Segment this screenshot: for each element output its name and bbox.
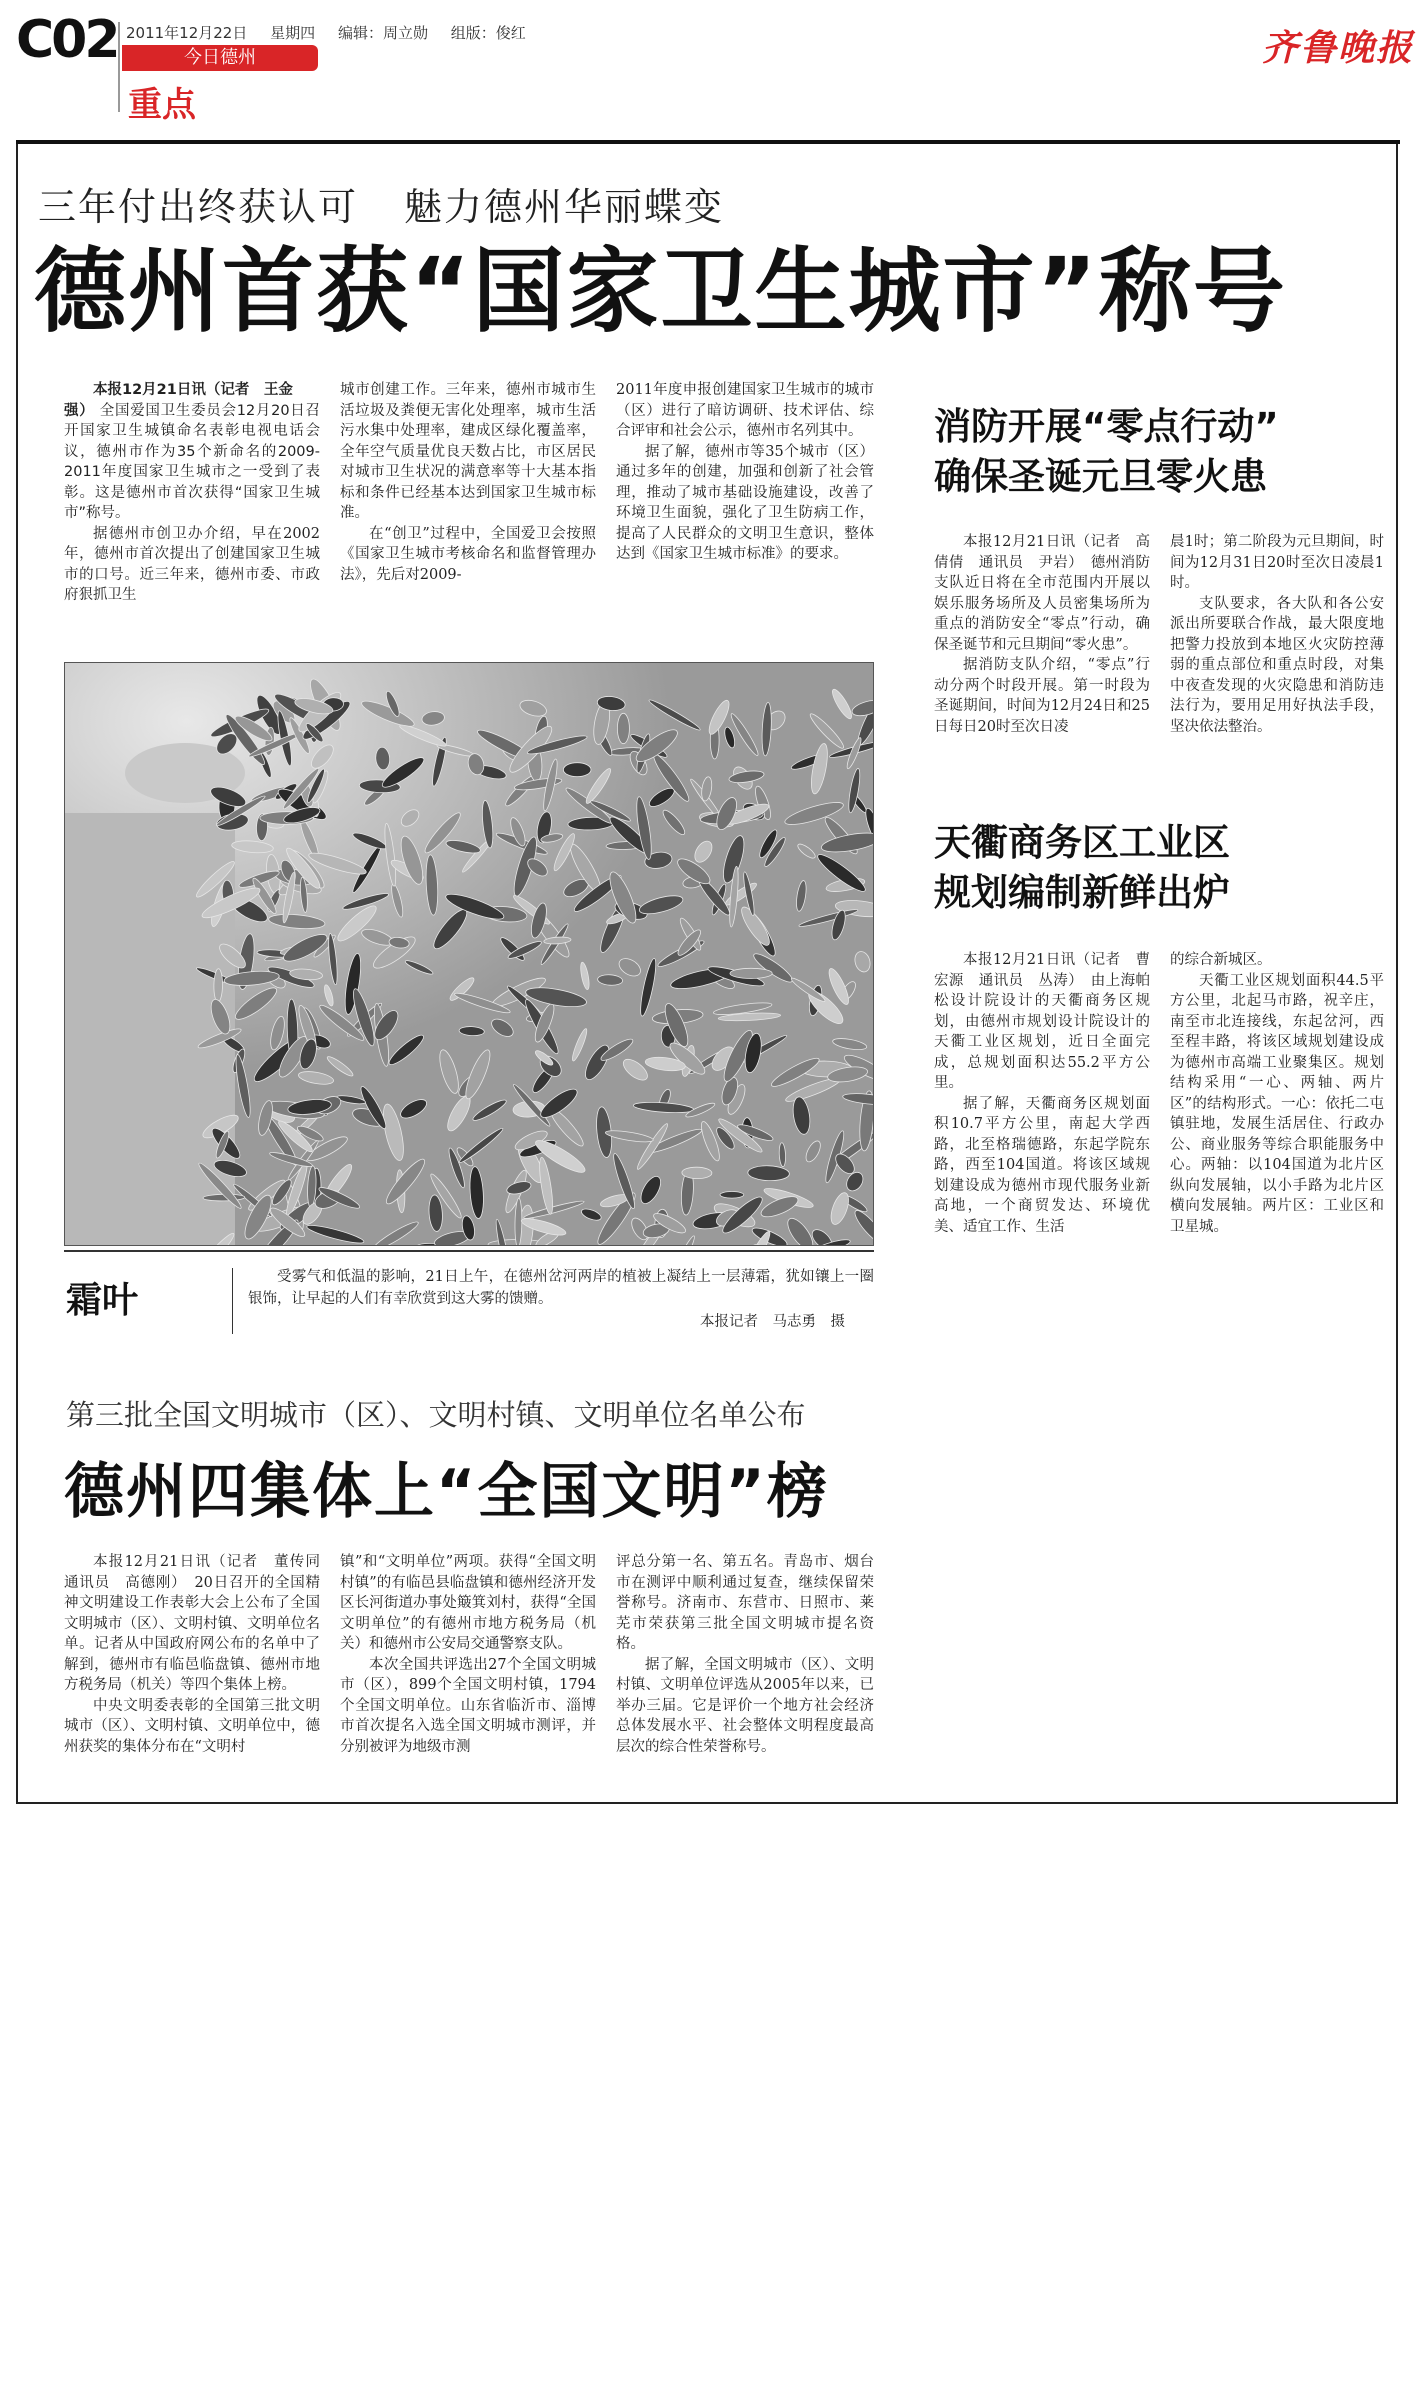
- tianqu-headline-line2: 规划编制新鲜出炉: [934, 871, 1230, 914]
- photo-credit: 本报记者 马志勇 摄: [700, 1314, 845, 1330]
- tianqu-headline-line1: 天衢商务区工业区: [934, 821, 1230, 864]
- lead-byline-prefix: 本报12月21日讯（记者 王金: [93, 382, 293, 398]
- lead-col2-p1: 城市创建工作。三年来，德州市城市生活垃圾及粪便无害化处理率，城市生活污水集中处理率，建成区绿化覆盖率，全年空气质量优良天数占比，市区居民对城市卫生状况的满意率等十大基本指标和条件已经基本达到国家卫生城市标准。: [340, 382, 596, 521]
- tianqu-col1-p2: 据了解，天衢商务区规划面积10.7平方公里，南起大学西路，北至格瑞德路，东起学院东路，西至104国道。将该区域规划建设成为德州市现代服务业新高地，一个商贸发达、环境优美、适宜工作、生活: [934, 1095, 1150, 1235]
- lead-column-3: [616, 380, 874, 565]
- fire-col1-p2: 据消防支队介绍，“零点”行动分两个时段开展。第一时段为圣诞期间，时间为12月24日和25日每日20时至次日凌: [934, 657, 1150, 735]
- civil-col3-p2: 据了解，全国文明城市（区）、文明村镇、文明单位评选从2005年以来，已举办三届。它是评价一个地方社会经济总体发展水平、社会整体文明程度最高层次的综合性荣誉称号。: [616, 1656, 874, 1755]
- frost-leaves-image: [65, 663, 873, 1245]
- civil-col1-p1: 本报12月21日讯（记者 董传同 通讯员 高德刚） 20日召开的全国精神文明建设工作表彰大会上公布了全国文明城市（区）、文明村镇、文明单位名单。记者从中国政府网公布的名单中了解到，德州市有临邑临盘镇、德州市地方税务局（机关）等四个集体上榜。: [64, 1554, 335, 1693]
- lead-col1-first: 全国爱国卫生委员会12月20日召开国家卫生城镇命名表彰电视电话会议，德州市作为35个新命名的2009-2011年度国家卫生城市之一受到了表彰。这是德州市首次获得“国家卫生城市”称号。: [64, 402, 320, 521]
- civil-col3-p1: 评总分第一名、第五名。青岛市、烟台市在测评中顺利通过复查，继续保留荣誉称号。济南市、东营市、日照市、莱芜市荣获第三批全国文明城市提名资格。: [616, 1554, 874, 1652]
- tianqu-col2-p2: 天衢工业区规划面积44.5平方公里，北起马市路，祝辛庄，南至市北连接线，东起岔河，西至程丰路，将该区域规划建设成为德州市高端工业聚集区。规划结构采用“一心、两轴、两片区”的结构形式。一心：依托二屯镇驻地，发展生活居住、行政办公、商业服务等综合职能服务中心。两轴：以104国道为北片区纵向发展轴，以小手路为北片区横向发展轴。两片区：工业区和卫星城。: [1170, 972, 1384, 1235]
- fire-col1-p1: 本报12月21日讯（记者 高倩倩 通讯员 尹岩） 德州消防支队近日将在全市范围内开展以娱乐服务场所及人员密集场所为重点的消防安全“零点”行动，确保圣诞节和元旦期间“零火患”。: [934, 534, 1150, 653]
- issue-date: 2011年12月22日: [126, 24, 248, 42]
- lead-col3-p2: 据了解，德州市等35个城市（区）通过多年的创建，加强和创新了社会管理，推动了城市基础设施建设，改善了环境卫生面貌，强化了卫生防病工作，提高了人民群众的文明卫生意识，整体达到《国家卫生城市标准》的要求。: [616, 443, 874, 562]
- leaf-shape: [563, 763, 591, 777]
- civil-column-1: [64, 1552, 335, 1757]
- civil-col2-p2: 本次全国共评选出27个全国文明城市（区），899个全国文明村镇，1794个全国文明单位。山东省临沂市、淄博市首次提名入选全国文明城市测评，并分别被评为地级市测: [340, 1656, 596, 1755]
- civil-col2-p1: 镇”和“文明单位”两项。获得“全国文明村镇”的有临邑县临盘镇和德州经济开发区长河街道办事处簸箕刘村，获得“全国文明单位”的有德州市地方税务局（机关）和德州市公安局交通警察支队。: [340, 1554, 596, 1652]
- section-tab: 今日德州: [122, 45, 318, 71]
- frost-leaves-photo: [64, 662, 874, 1246]
- photo-caption-divider: [232, 1268, 233, 1334]
- issue-meta: [126, 22, 544, 43]
- lead-col3-p1: 2011年度申报创建国家卫生城市的城市（区）进行了暗访调研、技术评估、综合评审和社会公示，德州市名列其中。: [616, 382, 874, 439]
- lead-byline: [64, 380, 320, 524]
- civil-headline: 德州四集体上“全国文明”榜: [64, 1457, 829, 1527]
- tianqu-column-1: [934, 950, 1150, 1237]
- photo-caption: 受雾气和低温的影响，21日上午，在德州岔河两岸的植被上凝结上一层薄霜，犹如镶上一圈银饰，让早起的人们有幸欣赏到这大雾的馈赠。: [248, 1269, 874, 1307]
- fire-headline-line1: 消防开展“零点行动”: [934, 405, 1279, 448]
- page-number: C02: [16, 10, 118, 70]
- leaf-shape: [682, 1167, 712, 1179]
- fire-headline: [934, 402, 1279, 502]
- fire-col2-p1: 晨1时；第二阶段为元旦期间，时间为12月31日20时至次日凌晨1时。: [1170, 534, 1384, 591]
- tianqu-col2-p1: 的综合新城区。: [1170, 952, 1272, 968]
- lead-byline-name: 强）: [64, 402, 95, 419]
- lead-col1-p2: 据德州市创卫办介绍，早在2002年，德州市首次提出了创建国家卫生城市的口号。近三年来，德州市委、市政府狠抓卫生: [64, 525, 320, 603]
- civil-subheadline: 第三批全国文明城市（区）、文明村镇、文明单位名单公布: [66, 1398, 806, 1432]
- issue-weekday: 星期四: [270, 24, 316, 42]
- section-title: 重点: [128, 85, 196, 125]
- issue-layout: 组版：俊红: [450, 24, 526, 42]
- leaf-shape: [617, 713, 629, 743]
- fire-column-2: [1170, 532, 1384, 737]
- lead-col2-p2: 在“创卫”过程中，全国爱卫会按照《国家卫生城市考核命名和监督管理办法》，先后对2009-: [340, 525, 596, 583]
- lead-column-1: [64, 380, 320, 606]
- issue-editor: 编辑：周立勋: [337, 24, 428, 42]
- photo-title: 霜叶: [66, 1280, 139, 1321]
- fire-col2-p2: 支队要求，各大队和各公安派出所要联合作战，最大限度地把警力投放到本地区火灾防控薄弱的重点部位和重点时段，对集中夜查发现的火灾隐患和消防违法行为，要用足用好执法手段，坚决依法整治。: [1170, 595, 1384, 735]
- header-divider: [118, 22, 120, 112]
- tianqu-headline: [934, 818, 1230, 918]
- leaf-shape: [214, 969, 223, 1003]
- civil-column-3: [616, 1552, 874, 1757]
- civil-col1-p2: 中央文明委表彰的全国第三批文明城市（区）、文明村镇、文明单位中，德州获奖的集体分布在“文明村: [64, 1697, 320, 1755]
- fire-column-1: [934, 532, 1150, 737]
- lead-subhead-left: 三年付出终获认可: [38, 185, 359, 229]
- photo-rule: [64, 1250, 874, 1252]
- leaf-shape: [730, 968, 772, 978]
- lead-subhead-right: 魅力德州华丽蝶变: [404, 185, 725, 229]
- lead-subheadline: [38, 176, 724, 231]
- tianqu-column-2: [1170, 950, 1384, 1237]
- newspaper-logo: 齐鲁晚报: [1262, 27, 1415, 69]
- civil-column-2: [340, 1552, 596, 1757]
- tianqu-col1-p1: 本报12月21日讯（记者 曹宏源 通讯员 丛涛） 由上海帕松设计院设计的天衢商务区规划，由德州市规划设计院设计的天衢工业区规划，近日全面完成，总规划面积达55.2平方公里。: [934, 952, 1150, 1091]
- leaf-shape: [720, 1192, 744, 1199]
- lead-headline: 德州首获“国家卫生城市”称号: [34, 238, 1287, 345]
- lead-column-2: [340, 380, 596, 585]
- fire-headline-line2: 确保圣诞元旦零火患: [934, 455, 1267, 498]
